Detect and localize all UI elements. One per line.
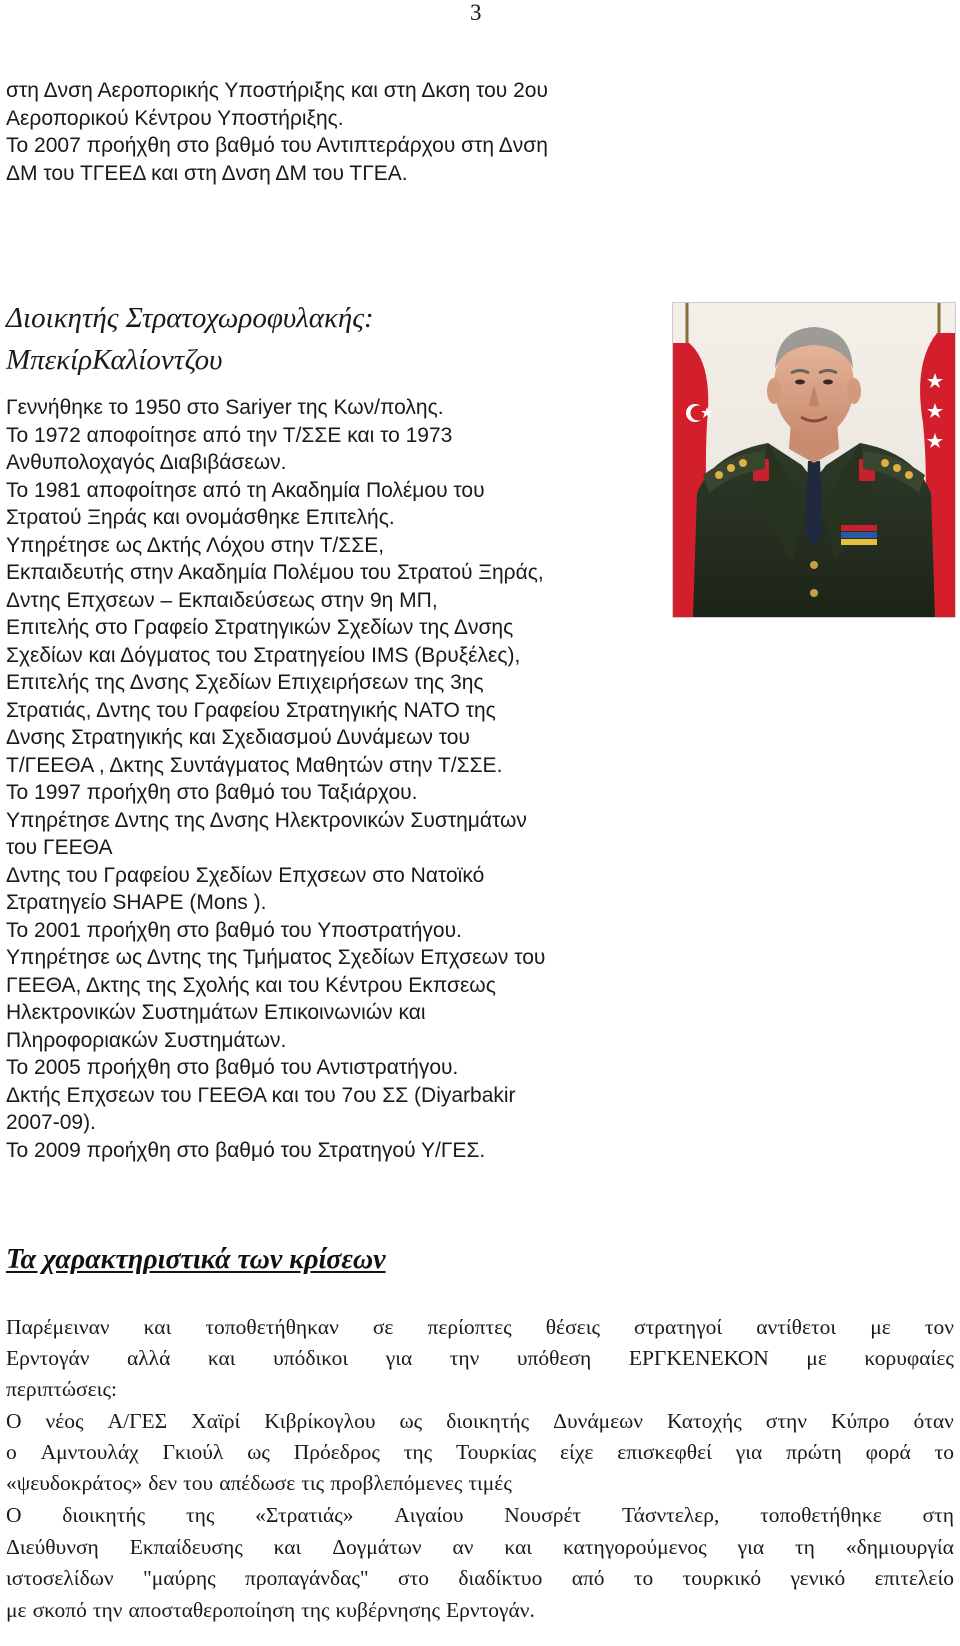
word: την [92, 1597, 123, 1622]
text-line [6, 1595, 954, 1627]
word: του [183, 1471, 214, 1495]
word: Α/ΓΕΣ [107, 1409, 168, 1433]
word: στη [922, 1503, 954, 1527]
word: τοποθετήθηκαν [205, 1315, 339, 1339]
commander-title: Διοικητής Στρατοχωροφυλακής: [6, 302, 374, 334]
word: Ο [6, 1409, 22, 1433]
justified-line [6, 1563, 954, 1595]
bio-line: Ηλεκτρονικών Συστημάτων Επικοινωνιών και [6, 1001, 426, 1024]
word: περιπτώσεις: [6, 1377, 117, 1401]
word: Αμντουλάχ [40, 1440, 139, 1464]
word: στρατηγοί [634, 1315, 723, 1339]
bio-line: Στρατηγείο SHAPE (Mons ). [6, 891, 267, 914]
word: αποσταθεροποίηση [128, 1597, 296, 1622]
word: περίοπτες [427, 1315, 512, 1339]
justified-line [6, 1500, 954, 1532]
bio-line: 2007-09). [6, 1111, 96, 1134]
word: με [6, 1597, 27, 1622]
page-number: 3 [470, 0, 482, 25]
commander-portrait [672, 302, 956, 618]
word: Ερντογάν. [446, 1597, 535, 1622]
word: αν [452, 1534, 474, 1559]
biography [6, 394, 666, 1164]
word: επιτελείο [874, 1566, 954, 1590]
text-line: ΔΜ του ΤΓΕΕΔ και στη Δνση ΔΜ του ΤΓΕΑ. [6, 161, 408, 185]
word: τιμές [468, 1471, 512, 1495]
word: Κύπρο [830, 1409, 890, 1433]
word: με [806, 1346, 827, 1370]
bio-line: Σχεδίων και Δόγματος του Στρατηγείου IMS (Βρυξέλες), [6, 643, 521, 667]
bio-line: Το 1972 αποφοίτησε από την Τ/ΣΣΕ και το 1973 [6, 423, 453, 447]
word: προβλεπόμενες [330, 1471, 463, 1495]
word: κορυφαίες [864, 1346, 954, 1370]
word: της [403, 1440, 433, 1464]
word: και [273, 1534, 302, 1559]
justified-line [6, 1312, 954, 1343]
word: Τάσντελερ, [621, 1503, 720, 1527]
word: και [207, 1346, 236, 1370]
word: απέδωσε [219, 1471, 296, 1495]
word: θέσεις [545, 1315, 600, 1339]
word: τις [301, 1471, 325, 1495]
word: το [934, 1440, 954, 1464]
word: υπόθεση [516, 1346, 592, 1370]
word: για [735, 1440, 763, 1464]
word: Κιβρίκογλου [264, 1409, 376, 1433]
word: φορά [865, 1440, 911, 1464]
word: προπαγάνδας" [245, 1566, 369, 1590]
word: επισκεφθεί [617, 1440, 712, 1464]
justified-line [6, 1437, 954, 1468]
word: τον [924, 1315, 954, 1339]
word: τοποθετήθηκε [760, 1503, 882, 1527]
word: της [185, 1503, 215, 1527]
bio-line: Επιτελής της Δνσης Σχεδίων Επιχειρήσεων της 3ης [6, 671, 484, 694]
word: "μαύρης [142, 1566, 216, 1590]
text-line: Αεροπορικού Κέντρου Υποστήριξης. [6, 106, 344, 130]
bio-line: Δντης Επχσεων – Εκπαιδεύσεως στην 9η ΜΠ, [6, 588, 438, 612]
word: όταν [913, 1409, 954, 1433]
word: και [504, 1534, 533, 1559]
bio-line: Εκπαιδευτής στην Ακαδημία Πολέμου του Στρατού Ξηράς, [6, 561, 544, 584]
paragraph-3 [6, 1500, 954, 1626]
word: Διεύθυνση [6, 1534, 99, 1559]
bio-line: Ανθυπολοχαγός Διαβιβάσεων. [6, 451, 287, 474]
word: το [633, 1566, 654, 1590]
word: Εκπαίδευσης [129, 1534, 243, 1559]
bio-line: Τ/ΓΕΕΘΑ , Δκτης Συντάγματος Μαθητών στην Τ/ΣΣΕ. [6, 753, 503, 777]
bio-line: Το 2005 προήχθη στο βαθμό του Αντιστρατήγου. [6, 1056, 459, 1079]
word: Αιγαίου [394, 1503, 464, 1527]
word: αντίθετοι [756, 1315, 837, 1339]
text-line: στη Δνση Αεροπορικής Υποστήριξης και στη Δκση του 2ου [6, 79, 548, 102]
bio-line: Επιτελής στο Γραφείο Στρατηγικών Σχεδίων της Δνσης [6, 616, 514, 639]
bio-line: Υπηρέτησε ως Δκτής Λόχου στην Τ/ΣΣΕ, [6, 533, 385, 557]
bio-line: του ΓΕΕΘΑ [6, 836, 113, 859]
word: είχε [560, 1440, 594, 1464]
bio-line: Το 2009 προήχθη στο βαθμό του Στρατηγού Υ/ΓΕΣ. [6, 1138, 486, 1162]
bio-line: Στρατιάς, Δντης του Γραφείου Στρατηγικής ΝΑΤΟ της [6, 698, 496, 722]
crisis-heading: Τα χαρακτηριστικά των κρίσεων [6, 1244, 386, 1275]
text-line: Το 2007 προήχθη στο βαθμό του Αντιπτεράρχου στη Δνση [6, 134, 548, 157]
word: με [870, 1315, 891, 1339]
word: την [449, 1346, 480, 1370]
word: Νουσρέτ [504, 1503, 582, 1527]
justified-line [6, 1406, 954, 1437]
bio-line: Το 1997 προήχθη στο βαθμό του Ταξιάρχου. [6, 781, 418, 804]
word: Πρόεδρος [293, 1440, 380, 1464]
word: κατηγορούμενος [562, 1534, 707, 1559]
bio-line: Δντης του Γραφείου Σχεδίων Επχσεων στο Νατοϊκό [6, 863, 485, 887]
word: διαδίκτυο [458, 1566, 543, 1590]
word: ιστοσελίδων [6, 1566, 114, 1590]
bio-line: Γεννήθηκε το 1950 στο Sariyer της Κων/πολης. [6, 396, 444, 419]
word: Δυνάμεων [553, 1409, 644, 1433]
word: κυβέρνησης [335, 1597, 441, 1622]
word: ως [399, 1409, 423, 1433]
word: διοικητής [62, 1503, 146, 1527]
word: «δημιουργία [845, 1534, 954, 1559]
bio-line: Το 2001 προήχθη στο βαθμό του Υποστρατήγου. [6, 918, 462, 942]
word: της [301, 1597, 330, 1622]
word: ΕΡΓΚΕΝΕΚΟΝ [628, 1346, 769, 1370]
word: ως [247, 1440, 270, 1464]
justified-line [6, 1532, 954, 1564]
word: σε [372, 1315, 394, 1339]
bio-line: Στρατού Ξηράς και ονομάσθηκε Επιτελής. [6, 506, 395, 529]
word: Τουρκίας [455, 1440, 537, 1464]
bio-line: ΓΕΕΘΑ, Δκτης της Σχολής και του Κέντρου Εκπσεως [6, 973, 496, 997]
word: τουρκικό [682, 1566, 762, 1590]
word: από [571, 1566, 605, 1590]
word: Γκιούλ [162, 1440, 224, 1464]
text-line [6, 1374, 954, 1405]
word: Δογμάτων [332, 1534, 422, 1559]
bio-line: Πληροφοριακών Συστημάτων. [6, 1028, 287, 1052]
word: υπόδικοι [273, 1346, 349, 1370]
paragraph-2 [6, 1406, 954, 1499]
word: πρώτη [786, 1440, 842, 1464]
bio-line: Το 1981 αποφοίτησε από τη Ακαδημία Πολέμου του [6, 478, 485, 502]
word: και [143, 1315, 172, 1339]
word: νέος [45, 1409, 84, 1433]
commander-name: ΜπεκίρΚαλίοντζου [6, 344, 223, 376]
intro-paragraph [6, 77, 666, 187]
bio-line: Υπηρέτησε ως Δντης της Τμήματος Σχεδίων Επχσεων του [6, 946, 546, 969]
bio-line: Δνσης Στρατηγικής και Σχεδιασμού Δυνάμεων του [6, 726, 470, 749]
word: «ψευδοκράτος» [6, 1471, 143, 1495]
word: Παρέμειναν [6, 1315, 110, 1339]
word: για [385, 1346, 413, 1370]
bio-line: Δκτής Επχσεων του ΓΕΕΘΑ και του 7ου ΣΣ (Diyarbakir [6, 1083, 516, 1107]
word: Κατοχής [667, 1409, 742, 1433]
word: αλλά [126, 1346, 171, 1370]
text-line [6, 1468, 954, 1499]
word: σκοπό [32, 1597, 87, 1622]
paragraph-1 [6, 1312, 954, 1405]
word: «Στρατιάς» [255, 1503, 354, 1527]
word: διοικητής [446, 1409, 530, 1433]
bio-line: Υπηρέτησε Δντης της Δνσης Ηλεκτρονικών Συστημάτων [6, 808, 527, 832]
word: στην [765, 1409, 807, 1433]
word: δεν [148, 1471, 178, 1495]
word: Ερντογάν [6, 1346, 90, 1370]
justified-line [6, 1343, 954, 1374]
word: γενικό [790, 1566, 846, 1590]
word: ο [6, 1440, 17, 1464]
word: στο [398, 1566, 429, 1590]
word: Ο [6, 1503, 22, 1527]
word: Χαϊρί [191, 1409, 241, 1433]
word: για [737, 1534, 765, 1559]
word: τη [795, 1534, 815, 1559]
